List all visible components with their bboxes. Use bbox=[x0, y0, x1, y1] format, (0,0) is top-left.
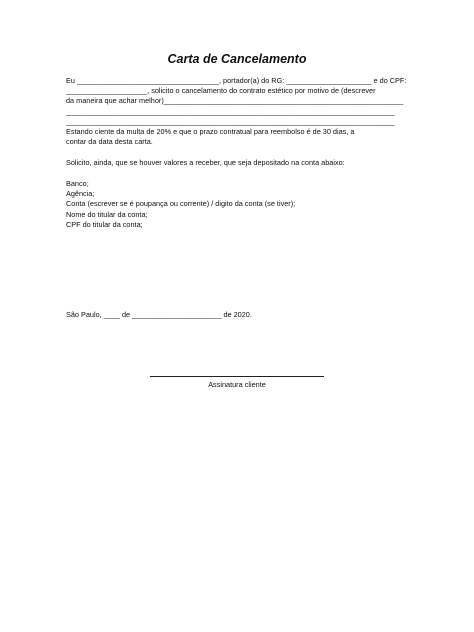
fine-notice-paragraph bbox=[66, 127, 406, 147]
bank-fields-list bbox=[66, 179, 406, 230]
paragraph-line: Solicito, ainda, que se houver valores a receber, que seja depositado na conta abaixo: bbox=[66, 158, 345, 167]
signature-label: Assinatura cliente bbox=[208, 380, 266, 389]
bank-field-holder-cpf: CPF do titular da conta; bbox=[66, 219, 143, 229]
bank-field-agency: Agência; bbox=[66, 189, 95, 199]
paragraph-line: Eu ___________________________________, portador(a) do RG: _____________________ e do CPF: bbox=[66, 76, 406, 85]
paragraph-line: da maneira que achar melhor)___________________________________________________________ bbox=[66, 96, 404, 106]
place-date-line bbox=[66, 310, 406, 320]
bank-field-holder-name: Nome do titular da conta; bbox=[66, 209, 148, 219]
deposit-request-paragraph bbox=[66, 158, 406, 168]
signature-line bbox=[150, 376, 324, 377]
document-title: Carta de Cancelamento bbox=[167, 52, 307, 66]
paragraph-line: _________________________________________________________________________________ bbox=[66, 106, 395, 116]
paragraph-line: _________________________________________________________________________________ bbox=[66, 116, 395, 126]
paragraph-line: contar da data desta carta. bbox=[66, 137, 153, 147]
date-line-text: São Paulo, ____ de ______________________ de 2020. bbox=[66, 310, 252, 319]
bank-field-account: Conta (escrever se é poupança ou corrente) / digito da conta (se tiver); bbox=[66, 199, 296, 209]
paragraph-line: Estando ciente da multa de 20% e que o prazo contratual para reembolso é de 30 dias, a bbox=[66, 127, 355, 136]
identification-paragraph bbox=[66, 76, 406, 127]
paragraph-line: ____________________, solicito o cancelamento do contrato estético por motivo de (descrever bbox=[66, 86, 376, 96]
bank-field-bank: Banco; bbox=[66, 179, 89, 188]
